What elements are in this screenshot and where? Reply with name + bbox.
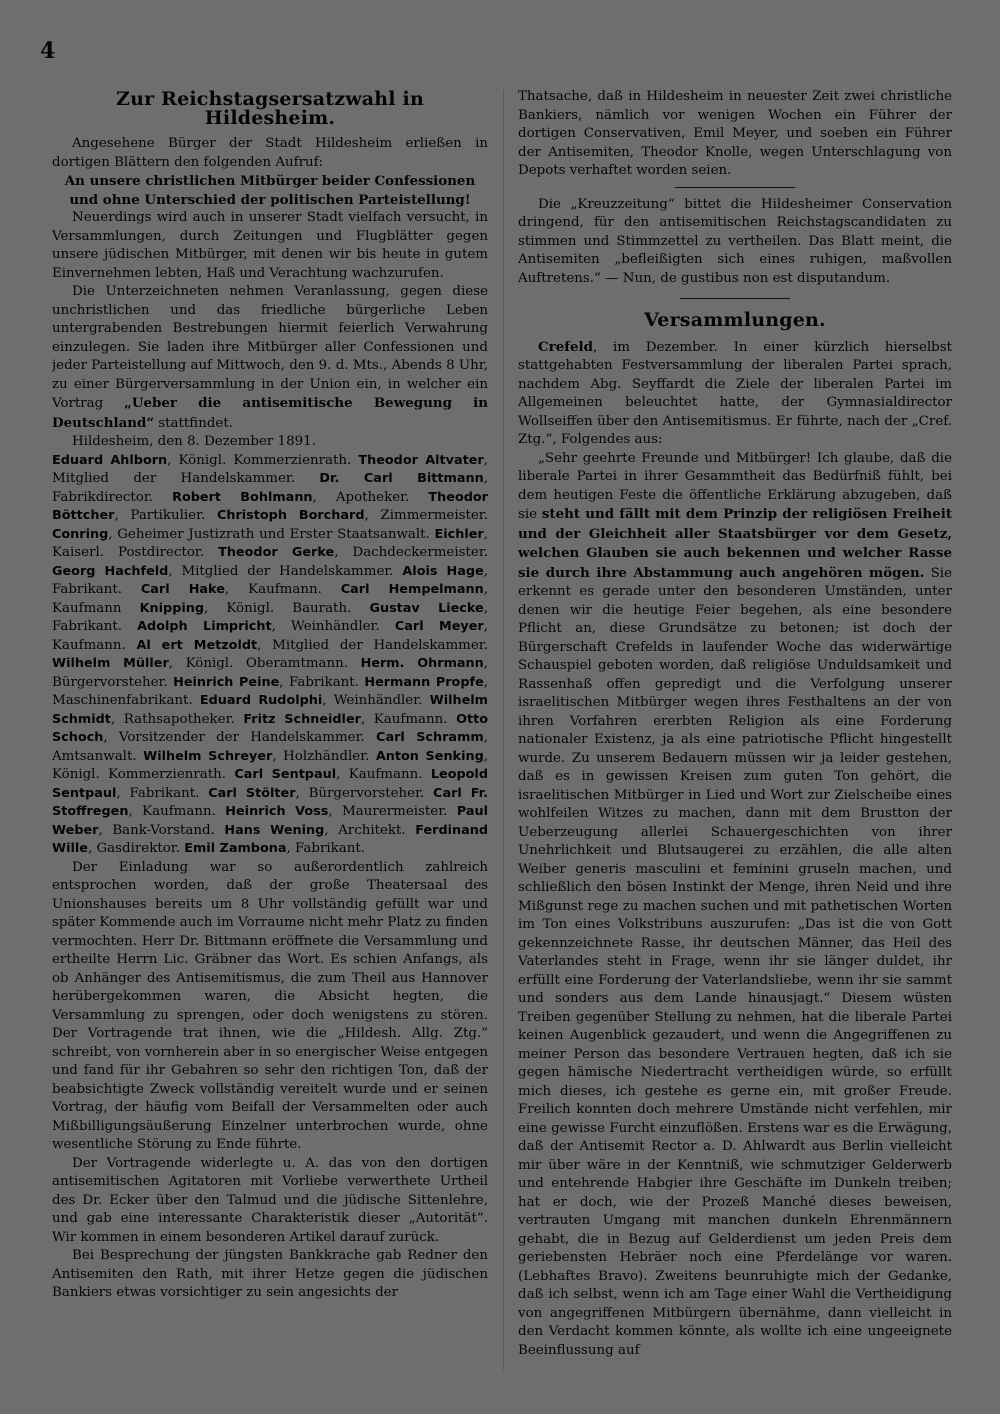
signer-role: Mitglied der Handelskammer. [272,637,488,653]
signer-role: Fabrikant. [52,582,122,597]
signer-role: Fabrikant. [52,619,122,634]
signer-role: Bürgervorsteher. [308,785,425,801]
column-divider [503,90,504,1370]
signer-name: Robert Bohlmann [172,489,313,505]
signer-name: Eduard Ahlborn [52,452,168,468]
emphasized-text: steht und fällt mit dem Prinzip der religiösen Freiheit und der Gleichheit aller Staatsbürger vor dem Gesetz, welchen Glauben sie auch bekennen und welcher Rasse sie durch ihre Abstammung auch angehören mögen. [518,506,952,581]
signer-role: Fabrikant. [295,841,365,856]
signer-name: Heinrich Voss [225,804,329,819]
signer-role: Fabrikdirector. [52,489,154,505]
signer-role: Mitglied der Handelskammer. [181,563,394,579]
signer-role: Apotheker. [335,489,410,505]
signer-name: Otto Schoch [52,711,488,745]
signer-name: Christoph Borchard [216,508,365,523]
signer-name: Leopold Sentpaul [52,767,488,801]
signer-role: Dachdeckermeister. [352,545,488,560]
paragraph [52,283,488,433]
signer-name: Ferdinand Wille [52,822,488,856]
signer-role: Partikulier. [130,508,206,523]
signer-role: Königl. Baurath. [226,600,352,616]
paragraph-text: , im Dezember. In einer kürzlich hierselbst stattgehabten Festversammlung der liberalen Partei sprach, nachdem Abg. Seyffardt die Ziele der liberalen Partei im Allgemeinen beleuchtet hatte, der Gymnasialdirector Wollseiffen über den Antisemitismus. Er führte, nach der „Cref. Ztg.“, Folgendes aus: [518,339,952,447]
signer-name: Carl Fr. Stoffregen [52,785,488,819]
signer-role: Holzhändler. [283,748,370,764]
signer-name: Hermann Propfe [364,674,484,690]
section-rule [675,187,795,188]
signer-role: Maschinenfabrikant. [52,693,193,708]
signer-name: Carl Hempelmann [340,582,484,597]
signer-name: Adolph Limpricht [137,619,272,634]
signer-role: Zimmermeister. [380,508,488,523]
signer-name: Wilhelm Schmidt [52,693,488,727]
signer-name: Wilhelm Müller [52,656,169,671]
signer-name: Carl Hake [140,582,225,597]
signer-name: Eichler [434,526,484,542]
signer-name: Carl Schramm [376,730,484,745]
signer-name: Al ert Metzoldt [136,637,258,653]
signer-name: Georg Hachfeld [52,563,169,579]
signer-name: Conring [52,526,109,542]
paragraph [518,450,952,1361]
signer-role: Vorsitzender der Handelskammer. [118,730,365,745]
intro-paragraph: Angesehene Bürger der Stadt Hildesheim erließen in dortigen Blättern den folgenden Aufruf: [52,136,488,170]
signer-name: Fritz Schneidler [243,711,361,727]
paragraph-text: Die Unterzeichneten nehmen Veranlassung, gegen diese unchristlichen und das friedliche bürgerliche Leben untergrabenden Bestrebungen hiermit feierlich Verwahrung einzulegen. Sie laden ihre Mitbürger aller Confessionen und jeder Parteistellung auf Mittwoch, den 9. d. Mts., Abends 8 Uhr, zu einer Bürgerversammlung in der Union ein, in welcher ein Vortrag [52,284,488,411]
appeal-heading: An unsere christlichen Mitbürger beider Confessionen und ohne Unterschied der politischen Parteistellung! [64,173,476,208]
signer-name: Knipping [139,600,205,616]
signer-role: Fabrikant. [288,674,359,690]
signer-role: Königl. Kommerzienrath. [178,452,352,468]
right-column [518,88,952,1388]
paragraph-text: stattfindet. [154,415,233,431]
signer-name: Emil Zambona [184,841,287,856]
section-heading-versammlungen: Versammlungen. [644,309,826,331]
paragraph: Der Einladung war so außerordentlich zahlreich entsprochen worden, daß der große Theatersaal des Unionshauses bereits um 8 Uhr vollständig gefüllt war und später Kommende auch im Vorraume nicht mehr Platz zu finden vermochten. Herr Dr. Bittmann eröffnete die Versammlung und ertheilte Herrn Lic. Gräbner das Wort. Es schien Anfangs, als ob Anhänger des Antisemitismus, die zum Theil aus Hannover herübergekommen waren, die Absicht hegten, die Versammlung zu sprengen, oder doch wenigstens zu stören. Der Vortragende trat ihnen, wie die „Hildesh. Allg. Ztg.“ schreibt, von vornherein aber in so energischer Weise entgegen und fand für ihr Gebahren so sehr den richtigen Ton, daß der beabsichtigte Zweck vollständig vereitelt wurde und er seinen Vortrag, der häufig vom Beifall der Versammelten oder auch Mißbilligungsäußerung Einzelner unterbrochen wurde, ohne wesentliche Störung zu Ende führte. [52,859,488,1152]
section-rule [680,298,790,299]
signer-role: Amtsanwalt. [52,748,137,764]
date-line: Hildesheim, den 8. Dezember 1891. [72,434,316,449]
paragraph-text: Sie erkennt es gerade unter den besonderen Umständen, unter denen wir die heutige Feier begehen, als eine besondere Pflicht an, diese Grundsätze zu betonen; ist doch der Bürgerschaft Crefelds in laufender Woche das widerwärtige Schauspiel geboten worden, daß religiöse Unduldsamkeit und Rassenhaß offen gepredigt und die Verfolgung unserer israelitischen Mitbürger wegen ihres Festhaltens an der von ihren Vorfahren ererbten Religion als eine Forderung nationaler Existenz, ja als eine patriotische Pflicht hingestellt wurde. Zu unserem Bedauern müssen wir ja leider gestehen, daß es in gewissen Kreisen zum guten Ton gehört, die israelitischen Mitbürger in Lied und Wort zur Zielscheibe eines wohlfeilen Witzes zu machen, dann mit dem Brustton der Ueberzeugung allerlei Schauergeschichten von ihrer Unehrlichkeit und Blutsaugerei zu erzählen, die alle alten Weiber generis masculini et feminini gruseln machen, und schließlich den bösen Instinkt der Menge, ihren Neid und ihre Mißgunst rege zu machen suchen und mit pathetischen Worten im Ton eines Volkstribuns auszurufen: „Das ist die von Gott gekennzeichnete Rasse, ihr deutschen Männer, das Heil des Vaterlandes steht in Frage, wenn ihr sie länger duldet, ihr erfüllt eine Forderung der Vaterlandsliebe, wenn ihr sie sammt und sonders aus dem Lande hinausjagt.“ Diesem wüsten Treiben gegenüber Stellung zu nehmen, hat die liberale Partei keinen Augenblick gezaudert, und wenn die Angegriffenen zu meiner Person das besondere Vertrauen hegten, daß ich sie gegen hämische Niedertracht vertheidigen würde, so erfüllt mich dieses, ich gestehe es gerne ein, mit großer Freude. Freilich konnten doch mehrere Umstände nicht verfehlen, mir eine gewisse Furcht einzuflößen. Erstens war es die Erwägung, daß der Antisemit Rector a. D. Ahlwardt aus Berlin vielleicht mir über wäre in der Kenntniß, wie schmutziger Gelderwerb und entehrende Habgier ihre Geschäfte im Dunkeln treiben; hat er doch, wie der Prozeß Manché dieses beweisen, vertrauten Umgang mit manchen dunkeln Ehrenmännern gehabt, die in Bezug auf Gelderdienst um jeden Preis dem geriebensten Hebräer noch eine Pferdelänge vor waren. (Lebhaftes Bravo). Zweitens beunruhigte mich der Gedanke, daß ich selbst, wenn ich am Tage einer Wahl die Vertheidigung von angegriffenen Mitbürgern übernähme, dann vielleicht in den Verdacht kommen könnte, als wollte ich eine ungeeignete Beeinflussung auf [518,565,952,1358]
paragraph [518,338,952,450]
signer-role: Kaufmann. [373,711,448,727]
signer-name: Carl Stölter [208,785,296,801]
signer-name: Heinrich Peine [173,674,280,690]
signer-role: Mitglied der Handelskammer. [52,471,296,486]
signer-role: Bank-Vorstand. [112,822,215,838]
signer-name: Wilhelm Schreyer [143,748,273,764]
lecture-title: „Ueber die antisemitische Bewegung in Deutschland“ [52,395,488,431]
paragraph: Der Vortragende widerlegte u. A. das von den dortigen antisemitischen Agitatoren mit Vorliebe verwerthete Urtheil des Dr. Ecker über den Talmud und die jüdische Sittenlehre, und gab eine interessante Charakteristik dieser „Autorität“. Wir kommen in einem besonderen Artikel darauf zurück. [52,1155,488,1245]
signer-role: Architekt. [338,822,406,838]
signer-name: Dr. Carl Bittmann [319,471,484,486]
signer-name: Anton Senking [375,748,484,764]
signer-role: Fabrikant. [129,785,200,801]
signer-name: Theodor Gerke [218,545,335,560]
signer-role: Gasdirektor. [96,841,180,856]
page-number: 4 [40,38,56,64]
signer-role: Königl. Kommerzienrath. [52,767,227,782]
signer-name: Paul Weber [52,804,488,838]
paragraph: Thatsache, daß in Hildesheim in neuester Zeit zwei christliche Bankiers, nämlich vor wenigen Wochen ein Führer der dortigen Conservativen, Emil Meyer, und soeben ein Führer der Antisemiten, Theodor Knolle, wegen Unterschlagung von Depots verhaftet worden seien. [518,89,952,178]
signer-name: Theodor Altvater [358,452,484,468]
signer-name: Carl Meyer [394,619,484,634]
signer-role: Kaufmann. [52,637,126,653]
signer-role: Kaiserl. Postdirector. [52,545,205,560]
signer-name: Eduard Rudolphi [199,693,323,708]
signer-role: Kaufmann [52,600,122,616]
place-name: Crefeld [538,338,593,355]
signer-role: Königl. Oberamtmann. [185,656,349,671]
signer-name: Gustav Liecke [369,600,484,616]
signer-role: Kaufmann. [248,582,322,597]
paragraph-text: „Sehr geehrte Freunde und Mitbürger! Ich glaube, daß die liberale Partei in ihrer Gesammtheit das Bedürfniß fühlt, bei dem heutigen Feste die öffentliche Erklärung abzugeben, daß sie [518,450,952,522]
signer-name: Alois Hage [402,563,484,579]
paragraph: Bei Besprechung der jüngsten Bankkrache gab Redner den Antisemiten den Rath, mit ihrer Hetze gegen die jüdischen Bankiers etwas vorsichtiger zu sein angesichts der [52,1248,488,1300]
signer-role: Geheimer Justizrath und Erster Staatsanwalt. [117,526,430,542]
signer-role: Rathsapotheker. [123,711,235,727]
signer-role: Kaufmann. [348,767,423,782]
signer-role: Weinhändler. [291,619,380,634]
signer-name: Theodor Böttcher [52,489,488,523]
left-column [52,88,488,1388]
signers-list: Eduard Ahlborn, Königl. Kommerzienrath. Theodor Altvater, Mitglied der Handelskammer. Dr. Carl Bittmann, Fabrikdirector. Robert Bohlmann, Apotheker. Theodor Böttcher, Partikulier. Christoph Borchard, Zimmermeister. Conring, Geheimer Justizrath und Erster Staatsanwalt. Eichler, Kaiserl. Postdirector. Theodor Gerke, Dachdeckermeister. Georg Hachfeld, Mitglied der Handelskammer. Alois Hage, Fabrikant. Carl Hake, Kaufmann. Carl Hempelmann, Kaufmann Knipping, Königl. Baurath. Gustav Liecke, Fabrikant. Adolph Limpricht, Weinhändler. Carl Meyer, Kaufmann. Al ert Metzoldt, Mitglied der Handelskammer. Wilhelm Müller, Königl. Oberamtmann. Herm. Ohrmann, Bürgervorsteher. Heinrich Peine, Fabrikant. Hermann Propfe, Maschinenfabrikant. Eduard Rudolphi, Weinhändler. Wilhelm Schmidt, Rathsapotheker. Fritz Schneidler, Kaufmann. Otto Schoch, Vorsitzender der Handelskammer. Carl Schramm, Amtsanwalt. Wilhelm Schreyer, Holzhändler. Anton Senking, Königl. Kommerzienrath. Carl Sentpaul, Kaufmann. Leopold Sentpaul, Fabrikant. Carl Stölter, Bürgervorsteher. Carl Fr. Stoffregen, Kaufmann. Heinrich Voss, Maurermeister. Paul Weber, Bank-Vorstand. Hans Wening, Architekt. Ferdinand Wille, Gasdirektor. Emil Zambona, Fabrikant. [52,452,488,856]
signer-role: Kaufmann. [142,804,216,819]
paragraph: Die „Kreuzzeitung“ bittet die Hildesheimer Conservation dringend, für den antisemitischen Reichstagscandidaten zu stimmen und Stimmzettel zu vertheilen. Das Blatt meint, die Antisemiten „befleißigten sich eines ruhigen, maßvollen Auftretens.“ — Nun, de gustibus non est disputandum. [518,196,952,286]
signer-name: Hans Wening [224,822,325,838]
signer-role: Maurermeister. [342,804,448,819]
paragraph: Neuerdings wird auch in unserer Stadt vielfach versucht, in Versammlungen, durch Zeitungen und Flugblätter gegen unsere jüdischen Mitbürger, mit denen wir bis heute in gutem Einvernehmen lebten, Haß und Verachtung wachzurufen. [52,210,488,281]
article-heading-reichstagsersatzwahl: Zur Reichstagsersatzwahl in Hildesheim. [116,88,424,129]
signer-role: Weinhändler. [333,693,423,708]
signer-name: Herm. Ohrmann [360,656,484,671]
signer-name: Carl Sentpaul [234,767,337,782]
signer-role: Bürgervorsteher. [52,674,168,690]
